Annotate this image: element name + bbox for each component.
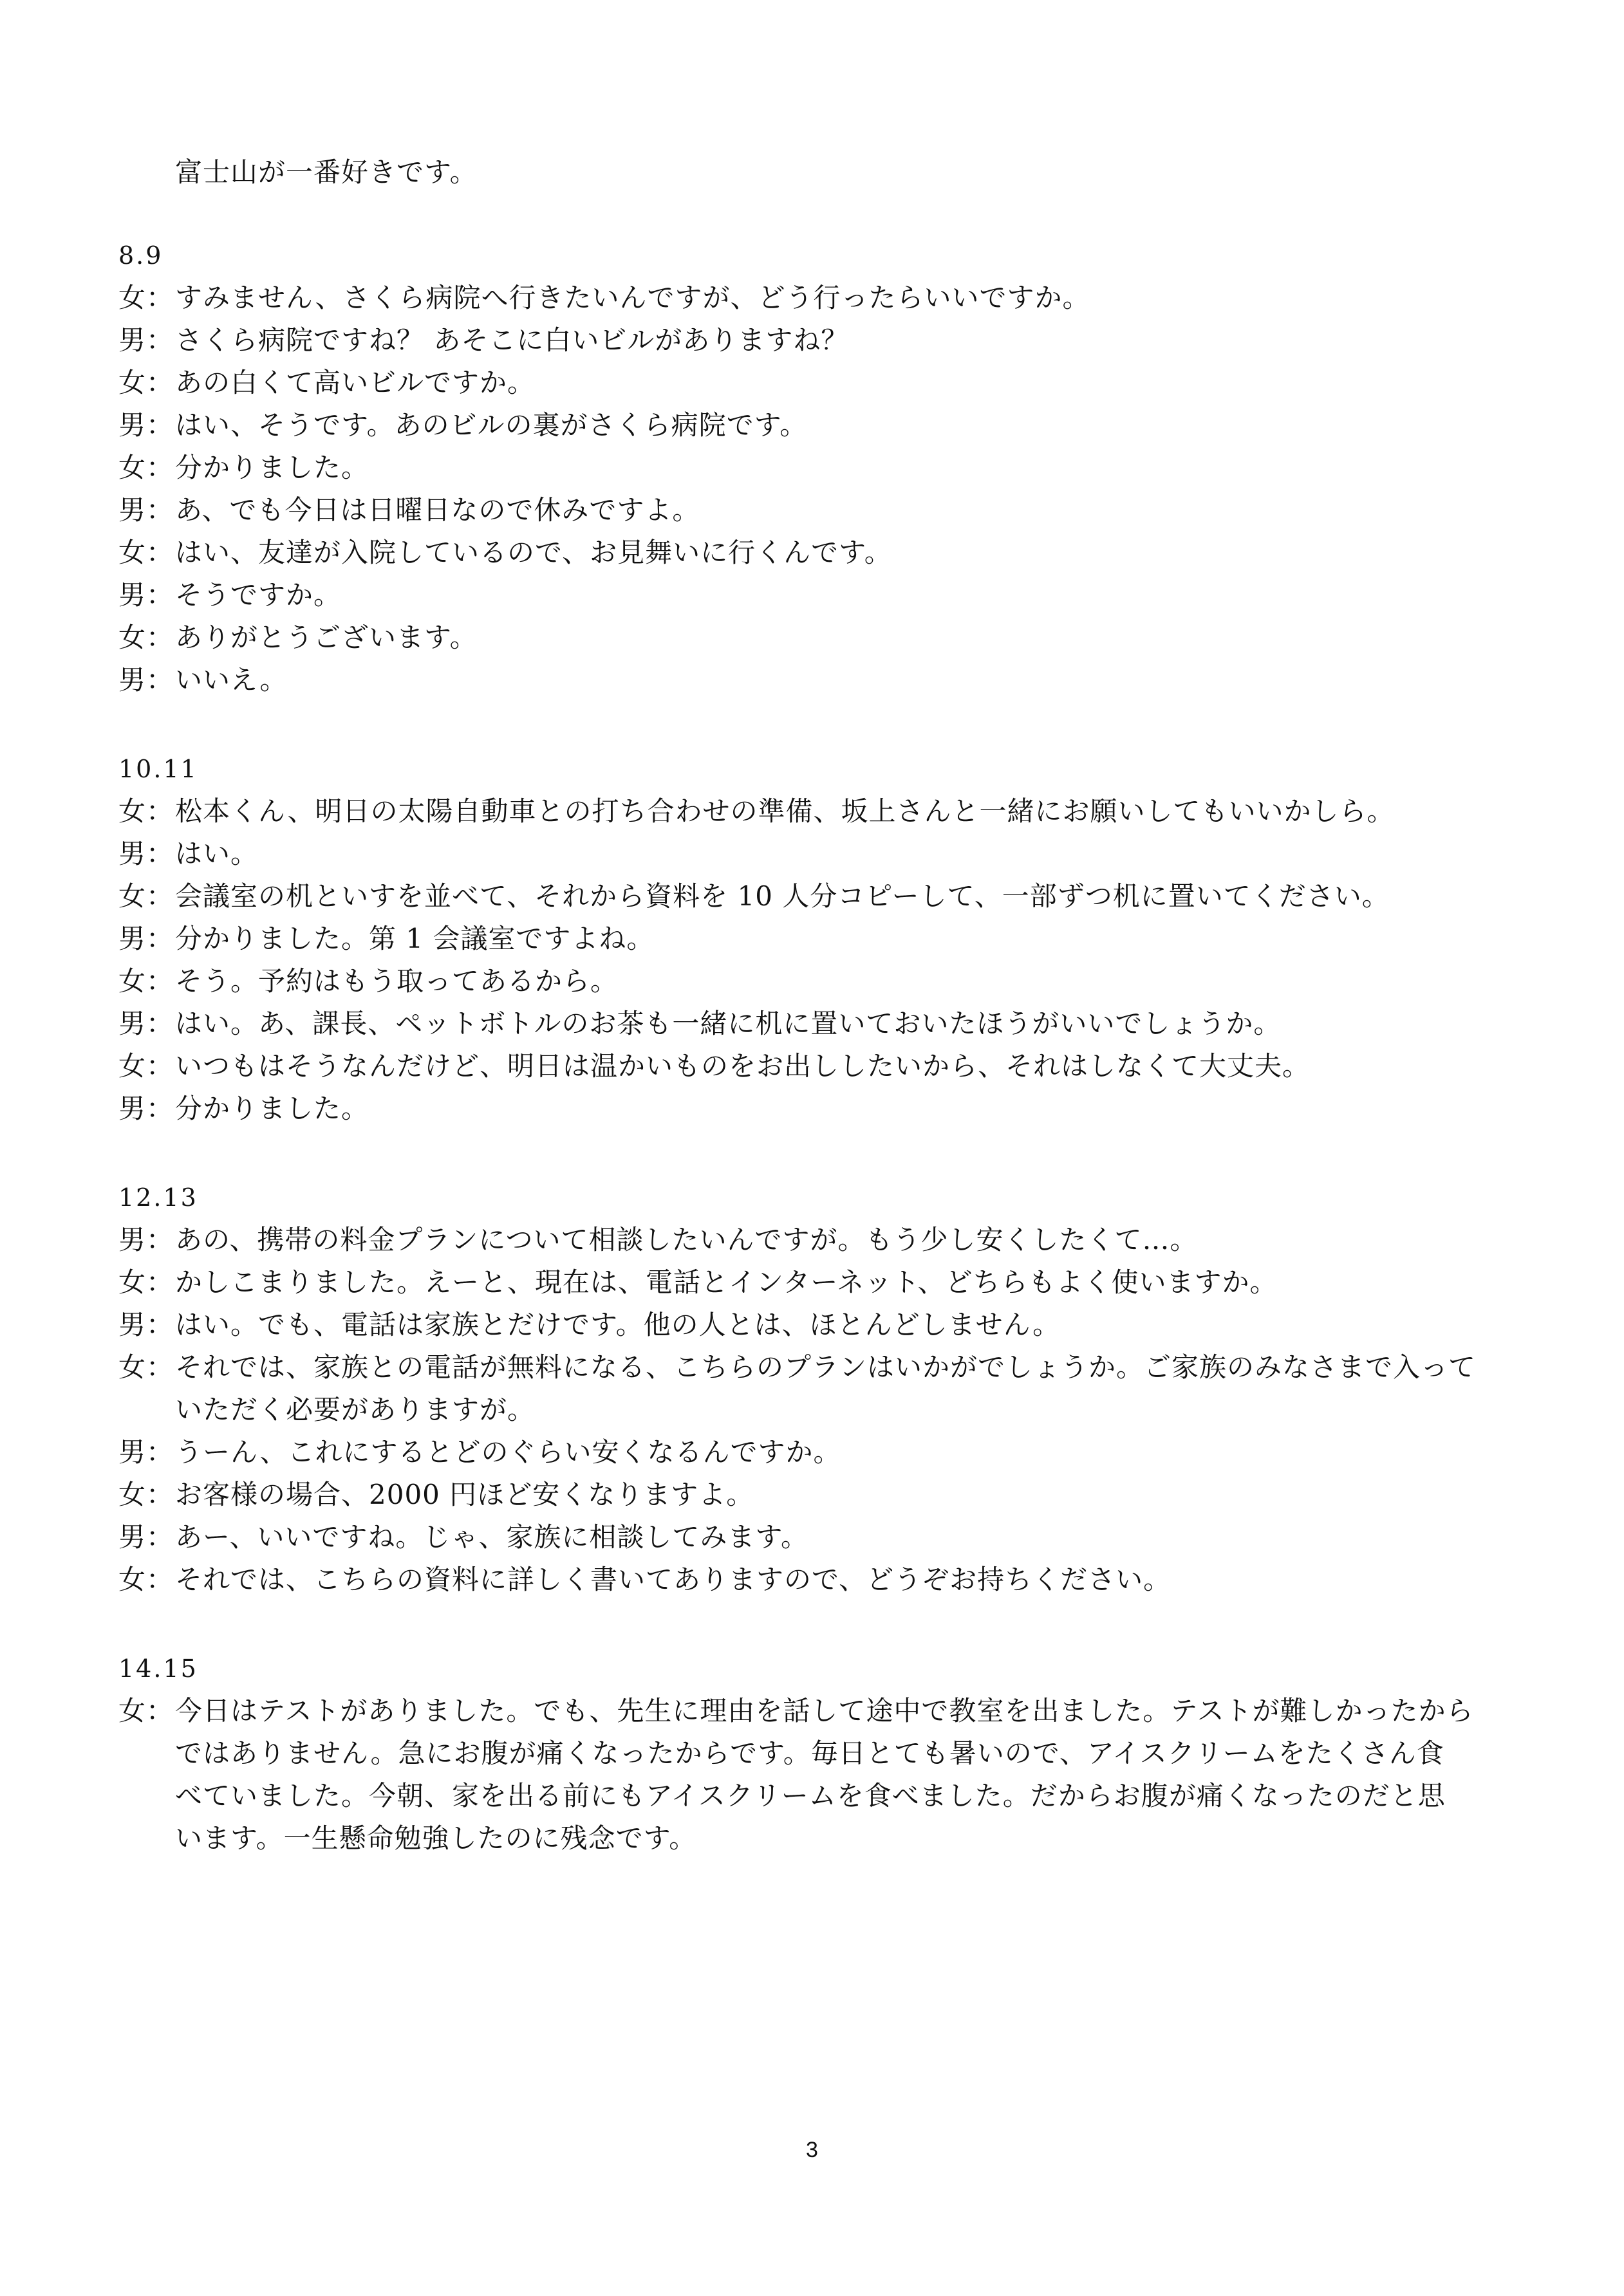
speaker-label: 男： xyxy=(118,664,174,696)
dialogue-line xyxy=(118,1045,1522,1088)
section-number: 12.13 xyxy=(118,1183,198,1212)
speaker-label: 男： xyxy=(118,838,174,869)
dialogue-line xyxy=(118,1474,1522,1516)
speaker-label: 男： xyxy=(118,494,174,526)
speaker-label: 男： xyxy=(118,1093,174,1124)
dialogue-line xyxy=(118,790,1522,833)
dialogue-text: はい、友達が入院しているので、お見舞いに行くんです。 xyxy=(175,537,892,568)
speaker-label: 女： xyxy=(118,367,174,398)
dialogue-text: 今日はテストがありました。でも、先生に理由を話して途中で教室を出ました。テストが難しかったから xyxy=(175,1695,1474,1727)
dialogue-line xyxy=(118,277,1522,319)
dialogue-text: そう。予約はもう取ってあるから。 xyxy=(175,965,619,997)
speaker-label: 女： xyxy=(118,622,174,653)
dialogue-line xyxy=(118,404,1522,447)
dialogue-text: ありがとうございます。 xyxy=(175,622,478,653)
dialogue-line xyxy=(118,574,1522,616)
dialogue-line xyxy=(118,1304,1522,1346)
speaker-label: 男： xyxy=(118,1224,174,1255)
dialogue-text: あー、いいですね。じゃ、家族に相談してみます。 xyxy=(175,1521,808,1553)
speaker-label: 女： xyxy=(118,880,174,912)
dialogue-line xyxy=(118,875,1522,918)
dialogue-text: はい。 xyxy=(175,838,259,869)
dialogue-text: それでは、こちらの資料に詳しく書いてありますので、どうぞお持ちください。 xyxy=(175,1564,1171,1595)
section-number: 14.15 xyxy=(118,1654,198,1683)
speaker-label: 男： xyxy=(118,324,174,356)
section-number: 10.11 xyxy=(118,755,198,783)
speaker-label: 女： xyxy=(118,1479,174,1510)
dialogue-line xyxy=(118,319,1522,362)
dialogue-line xyxy=(118,1088,1522,1130)
dialogue-line xyxy=(118,1346,1522,1389)
dialogue-continuation: います。一生懸命勉強したのに残念です。 xyxy=(175,1822,697,1854)
speaker-label: 女： xyxy=(118,452,174,483)
speaker-label: 男： xyxy=(118,1008,174,1039)
dialogue-text: 会議室の机といすを並べて、それから資料を 10 人分コピーして、一部ずつ机に置いてください。 xyxy=(175,880,1390,912)
dialogue-text: はい。あ、課長、ペットボトルのお茶も一緒に机に置いておいたほうがいいでしょうか。 xyxy=(175,1008,1282,1039)
speaker-label: 女： xyxy=(118,1695,174,1727)
dialogue-line xyxy=(118,1003,1522,1045)
continuation-line: 富士山が一番好きです。 xyxy=(175,156,478,188)
dialogue-text: それでは、家族との電話が無料になる、こちらのプランはいかがでしょうか。ご家族のみなさまで入って xyxy=(175,1351,1477,1383)
speaker-label: 女： xyxy=(118,1351,174,1383)
dialogue-line xyxy=(118,1559,1522,1601)
dialogue-text: あ、でも今日は日曜日なので休みですよ。 xyxy=(175,494,700,526)
speaker-label: 男： xyxy=(118,409,174,441)
dialogue-continuation: いただく必要がありますが。 xyxy=(175,1394,536,1425)
speaker-label: 男： xyxy=(118,579,174,611)
dialogue-line xyxy=(118,362,1522,404)
dialogue-text: そうですか。 xyxy=(175,579,342,611)
dialogue-text: いつもはそうなんだけど、明日は温かいものをお出ししたいから、それはしなくて大丈夫。 xyxy=(175,1050,1311,1082)
speaker-label: 男： xyxy=(118,1309,174,1340)
speaker-label: 女： xyxy=(118,965,174,997)
dialogue-line xyxy=(118,489,1522,532)
dialogue-continuation: ではありません。急にお腹が痛くなったからです。毎日とても暑いので、アイスクリームをたくさん食 xyxy=(175,1737,1444,1769)
dialogue-text: はい、そうです。あのビルの裏がさくら病院です。 xyxy=(175,409,808,441)
dialogue-text: 分かりました。第 1 会議室ですよね。 xyxy=(175,923,655,954)
dialogue-line xyxy=(118,447,1522,489)
dialogue-line xyxy=(118,1431,1522,1474)
dialogue-text: はい。でも、電話は家族とだけです。他の人とは、ほとんどしません。 xyxy=(175,1309,1061,1340)
speaker-label: 男： xyxy=(118,1521,174,1553)
speaker-label: 女： xyxy=(118,1266,174,1298)
section-number: 8.9 xyxy=(118,241,163,270)
speaker-label: 男： xyxy=(118,1436,174,1468)
dialogue-text: いいえ。 xyxy=(175,664,288,696)
dialogue-continuation: べていました。今朝、家を出る前にもアイスクリームを食べました。だからお腹が痛くなったのだと思 xyxy=(175,1780,1446,1811)
page-number: 3 xyxy=(806,2138,818,2162)
dialogue-line xyxy=(118,918,1522,960)
dialogue-text: 分かりました。 xyxy=(175,1093,369,1124)
dialogue-text: 松本くん、明日の太陽自動車との打ち合わせの準備、坂上さんと一緒にお願いしてもいいかしら。 xyxy=(175,795,1395,827)
dialogue-line xyxy=(118,1516,1522,1559)
dialogue-line xyxy=(118,833,1522,875)
dialogue-line xyxy=(118,659,1522,701)
speaker-label: 女： xyxy=(118,282,174,313)
speaker-label: 女： xyxy=(118,537,174,568)
speaker-label: 男： xyxy=(118,923,174,954)
dialogue-text: かしこまりました。えーと、現在は、電話とインターネット、どちらもよく使いますか。 xyxy=(175,1266,1278,1298)
dialogue-line xyxy=(118,616,1522,659)
dialogue-text: すみません、さくら病院へ行きたいんですが、どう行ったらいいですか。 xyxy=(175,282,1090,313)
dialogue-text: うーん、これにするとどのぐらい安くなるんですか。 xyxy=(175,1436,841,1468)
speaker-label: 女： xyxy=(118,1564,174,1595)
dialogue-text: お客様の場合、2000 円ほど安くなりますよ。 xyxy=(175,1479,754,1510)
speaker-label: 女： xyxy=(118,795,174,827)
dialogue-line xyxy=(118,960,1522,1003)
dialogue-line xyxy=(118,1219,1522,1261)
dialogue-text: あの、携帯の料金プランについて相談したいんですが。もう少し安くしたくて…。 xyxy=(175,1224,1198,1255)
dialogue-line xyxy=(118,532,1522,574)
dialogue-text: さくら病院ですね？ あそこに白いビルがありますね？ xyxy=(175,324,849,356)
dialogue-line xyxy=(118,1261,1522,1304)
dialogue-text: 分かりました。 xyxy=(175,452,369,483)
dialogue-line xyxy=(118,1690,1522,1732)
dialogue-text: あの白くて高いビルですか。 xyxy=(175,367,536,398)
speaker-label: 女： xyxy=(118,1050,174,1082)
